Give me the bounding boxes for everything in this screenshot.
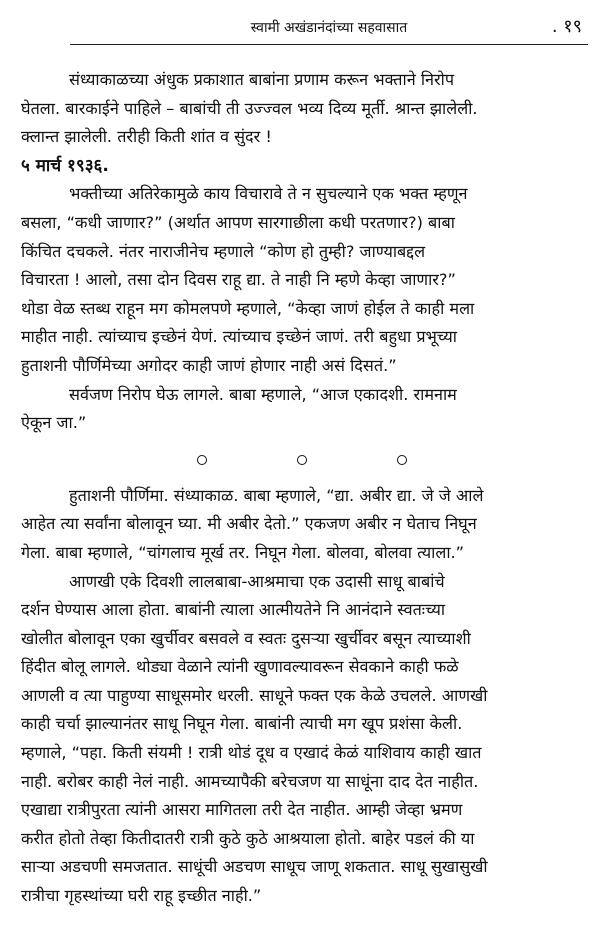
paragraph	[21, 568, 583, 911]
section-separator	[21, 438, 583, 482]
text-line: बसला, “कधी जाणार?” (अर्थात आपण सारगाछीला कधी परतणार?) बाबा	[21, 212, 455, 232]
date-text: ५ मार्च १९३६.	[21, 155, 109, 176]
text-line: भक्तीच्या अतिरेकामुळे काय विचारावे ते न सुचल्याने एक भक्त म्हणून	[69, 184, 468, 204]
text-line: माहीत नाही. त्यांच्याच इच्छेनं येणं. त्यांच्याच इच्छेनं जाणं. तरी बहुधा प्रभूच्या	[21, 327, 457, 347]
text-line: नाही. बरोबर काही नेलं नाही. आमच्यापैकी बरेचजण या साधूंना दाद देत नाहीत.	[21, 771, 479, 791]
text-line: हिंदीत बोलू लागले. थोड्या वेळाने त्यांनी खुणावल्यावरून सेवकाने काही फळे	[21, 657, 459, 677]
text-line: दर्शन घेण्यास आला होता. बाबांनी त्याला आत्मीयतेने नि आनंदाने स्वतःच्या	[21, 600, 446, 620]
text-line: खोलीत बोलावून एका खुर्चीवर बसवले व स्वतः दुसऱ्या खुर्चीवर बसून त्याच्याशी	[21, 628, 471, 648]
page-header	[70, 14, 588, 45]
text-line: रात्रीचा गृहस्थांच्या घरी राहू इच्छीत नाही.”	[21, 886, 262, 906]
paragraph	[21, 482, 583, 568]
text-line: आणली व त्या पाहुण्या साधूसमोर धरली. साधूने फक्त एक केळे उचलले. आणखी	[21, 685, 488, 705]
circle-ornament	[297, 455, 307, 465]
text-line: एखाद्या रात्रीपुरता त्यांनी आसरा मागितला तरी देत नाहीत. आम्ही जेव्हा भ्रमण	[21, 800, 463, 820]
text-line: गेला. बाबा म्हणाले, “चांगलाच मूर्ख तर. निघून गेला. बोलवा, बोलवा त्याला.”	[21, 542, 465, 562]
text-line: आणखी एके दिवशी लालबाबा-आश्रमाचा एक उदासी साधू बाबांचे	[69, 571, 445, 591]
paragraph	[21, 381, 583, 438]
text-line: घेतला. बारकाईने पाहिले – बाबांची ती उज्ज्वल भव्य दिव्य मूर्ती. श्रान्त झालेली.	[21, 98, 478, 118]
text-line: विचारता ! आलो, तसा दोन दिवस राहू द्या. ते नाही नि म्हणे केव्हा जाणार?”	[21, 270, 456, 290]
text-line: किंचित दचकले. नंतर नाराजीनेच म्हणाले “कोण हो तुम्ही? जाण्याबद्दल	[21, 241, 426, 261]
running-title: स्वामी अखंडानंदांच्या सहवासात	[250, 20, 408, 36]
text-line: साऱ्या अडचणी समजतात. साधूंची अडचण साधूच जाणू शकतात. साधू सुखासुखी	[21, 857, 488, 877]
page-number: . १९	[551, 16, 582, 37]
text-line: काही चर्चा झाल्यानंतर साधू निघून गेला. बाबांनी त्याची मग खूप प्रशंसा केली.	[21, 714, 463, 734]
text-line: सर्वजण निरोप घेऊ लागले. बाबा म्हणाले, “आज एकादशी. रामनाम	[69, 384, 457, 404]
text-line: क्लान्त झालेली. तरीही किती शांत व सुंदर !	[21, 127, 272, 147]
text-line: थोडा वेळ स्तब्ध राहून मग कोमलपणे म्हणाले, “केव्हा जाणं होईल ते काही मला	[21, 298, 475, 318]
paragraph	[21, 66, 583, 152]
circle-ornament	[197, 455, 207, 465]
text-line: हुताशनी पौर्णिमा. संध्याकाळ. बाबा म्हणाले, “द्या. अबीर द्या. जे जे आले	[69, 485, 484, 505]
paragraph	[21, 180, 583, 380]
text-line: संध्याकाळच्या अंधुक प्रकाशात बाबांना प्रणाम करून भक्ताने निरोप	[69, 70, 455, 89]
text-line: करीत होतो तेव्हा कितीदातरी रात्री कुठे कुठे आश्रयाला होतो. बाहेर पडलं की या	[21, 828, 475, 848]
circle-ornament	[397, 455, 407, 465]
text-line: म्हणाले, “पहा. किती संयमी ! रात्री थोडं दूध व एखादं केळं याशिवाय काही खात	[21, 743, 482, 763]
page-body	[21, 66, 583, 911]
text-line: हुताशनी पौर्णिमेच्या अगोदर काही जाणं होणार नाही असं दिसतं.”	[21, 355, 397, 375]
text-line: ऐकून जा.”	[21, 413, 87, 433]
text-line: आहेत त्या सर्वांना बोलावून घ्या. मी अबीर देतो.” एकजण अबीर न घेताच निघून	[21, 514, 477, 534]
date-heading	[21, 152, 583, 181]
